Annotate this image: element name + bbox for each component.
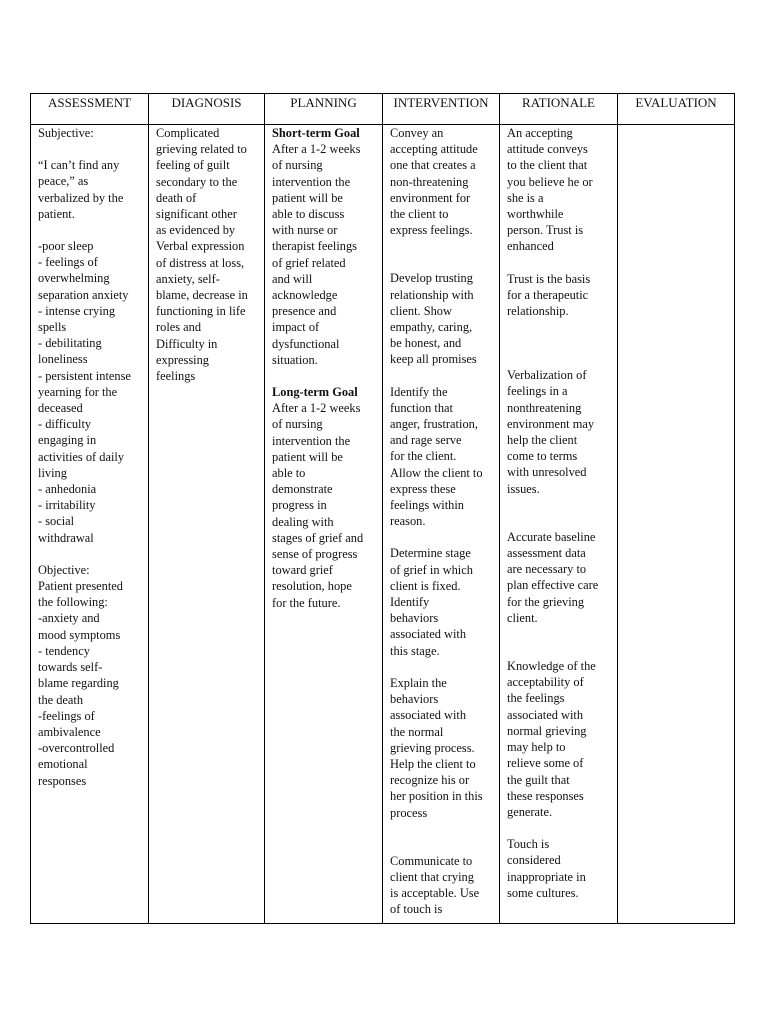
rationale-cell (500, 125, 618, 924)
subjective-findings: -poor sleep - feelings of overwhelming separation anxiety - intense crying spells - debilitating loneliness - persistent intense yearning for the deceased - difficulty engaging in activities of daily living - anhedonia - irritability - social withdrawal (38, 239, 131, 545)
rationale-item: Touch is considered inappropriate in some cultures. (507, 837, 586, 900)
diagnosis-cell (149, 125, 265, 924)
rationale-item: Accurate baseline assessment data are necessary to plan effective care for the grieving client. (507, 529, 599, 625)
rationale-item: Knowledge of the acceptability of the feelings associated with normal grieving may help to relieve some of the guilt that these responses generate. (507, 659, 596, 819)
evaluation-cell (618, 125, 735, 924)
intervention-item: Communicate to client that crying is acceptable. Use of touch is (390, 853, 480, 917)
objective-findings: Patient presented the following: -anxiety and mood symptoms - tendency towards self- blame regarding the death -feelings of ambivalence -overcontrolled emotional responses (38, 579, 123, 788)
planning-cell (265, 125, 383, 924)
header-rationale: RATIONALE (500, 94, 618, 125)
intervention-item: Explain the behaviors associated with the normal grieving process. Help the client to recognize his or her position in this process (390, 675, 483, 820)
subjective-label: Subjective: (38, 126, 94, 140)
rationale-item: Verbalization of feelings in a nonthreatening environment may help the client come to terms with unresolved issues. (507, 368, 595, 496)
short-term-goal-title: Short-term Goal (272, 126, 360, 140)
header-planning: PLANNING (265, 94, 383, 125)
content-row (31, 125, 735, 924)
intervention-item: Determine stage of grief in which client is fixed. Identify behaviors associated with this stage. (390, 546, 473, 658)
assessment-cell (31, 125, 149, 924)
care-plan-table (30, 93, 735, 924)
intervention-item: Develop trusting relationship with client. Show empathy, caring, be honest, and keep all promises (390, 271, 477, 367)
header-assessment: ASSESSMENT (31, 94, 149, 125)
header-row (31, 94, 735, 125)
long-term-goal-title: Long-term Goal (272, 385, 358, 400)
intervention-item: Convey an accepting attitude one that creates a non-threatening environment for the client to express feelings. (390, 126, 478, 238)
intervention-item: Identify the function that anger, frustration, and rage serve for the client. Allow the client to express these feelings within reason. (390, 384, 483, 529)
objective-label: Objective: (38, 562, 90, 577)
short-term-goal-text: After a 1-2 weeks of nursing intervention the patient will be able to discuss with nurse or therapist feelings of grief related and will acknowledge presence and impact of dysfunctional situation. (272, 142, 361, 367)
header-evaluation: EVALUATION (618, 94, 735, 125)
header-diagnosis: DIAGNOSIS (149, 94, 265, 125)
diagnosis-text: Complicated grieving related to feeling of guilt secondary to the death of significant other as evidenced by Verbal expression of distress at loss, anxiety, self- blame, decrease in functioning in life roles and Difficulty in expressing feelings (156, 126, 248, 384)
intervention-cell (383, 125, 500, 924)
rationale-item: An accepting attitude conveys to the client that you believe he or she is a worthwhile person. Trust is enhanced (507, 126, 593, 254)
rationale-item: Trust is the basis for a therapeutic relationship. (507, 271, 591, 319)
long-term-goal-text: After a 1-2 weeks of nursing intervention the patient will be able to demonstrate progress in dealing with stages of grief and sense of progress toward grief resolution, hope for the future. (272, 401, 364, 610)
patient-quote: “I can’t find any peace,” as verbalized by the patient. (38, 158, 124, 221)
header-intervention: INTERVENTION (383, 94, 500, 125)
